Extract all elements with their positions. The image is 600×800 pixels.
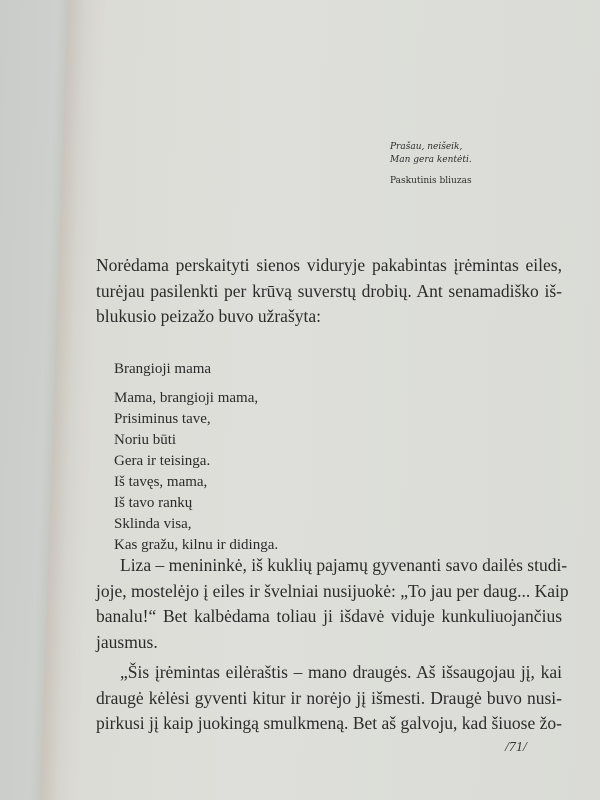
paragraph-quote xyxy=(96,660,562,737)
epigraph-line: Man gera kentėti. xyxy=(390,155,472,165)
text-line: Liza – menininkė, iš kuklių pajamų gyvenanti savo dailės studi- xyxy=(120,555,568,575)
paragraph-liza xyxy=(96,553,569,655)
epigraph xyxy=(390,141,472,188)
text-line: „Šis įrėmintas eilėraštis – mano draugės. Aš išsaugojau jį, kai xyxy=(120,662,562,682)
poem-line: Mama, brangioji mama, xyxy=(114,390,259,406)
text-line: draugė kėlėsi gyventi kitur ir norėjo jį išmesti. Draugė buvo nusi- xyxy=(96,687,562,708)
text-line: turėjau pasilenkti per krūvą suverstų drobių. Ant senamadiško iš- xyxy=(96,280,562,301)
poem-line: Prisiminus tave, xyxy=(114,411,211,427)
text-line: Norėdama perskaityti sienos viduryje pakabintas įrėmintas eiles, xyxy=(96,255,562,275)
epigraph-source: Paskutinis bliuzas xyxy=(390,176,472,186)
page-number: /71/ xyxy=(505,740,527,755)
poem-line: Iš tavo rankų xyxy=(114,495,193,511)
text-line: blukusio peizažo buvo užrašyta: xyxy=(96,306,322,326)
text-line: joje, mostelėjo į eiles ir švelniai nusijuokė: „To jau per daug... Kaip xyxy=(96,580,569,601)
poem-title: Brangioji mama xyxy=(114,361,212,377)
poem-line: Kas gražu, kilnu ir didinga. xyxy=(114,537,279,553)
text-line: banalu!“ Bet kalbėdama toliau ji išdavė viduje kunkuliuojančius xyxy=(96,606,562,626)
poem-line: Sklinda visa, xyxy=(114,516,192,532)
text-line: pirkusi jį kaip juokingą smulkmeną. Bet aš galvoju, kad šiuose žo- xyxy=(96,713,562,733)
poem-line: Gera ir teisinga. xyxy=(114,453,211,469)
poem-line: Iš tavęs, mama, xyxy=(114,474,208,490)
epigraph-line: Prašau, neišeik, xyxy=(390,142,463,152)
paragraph-intro xyxy=(96,253,562,330)
text-line: jausmus. xyxy=(96,631,158,652)
poem-line: Noriu būti xyxy=(114,432,177,448)
poem xyxy=(114,359,278,556)
